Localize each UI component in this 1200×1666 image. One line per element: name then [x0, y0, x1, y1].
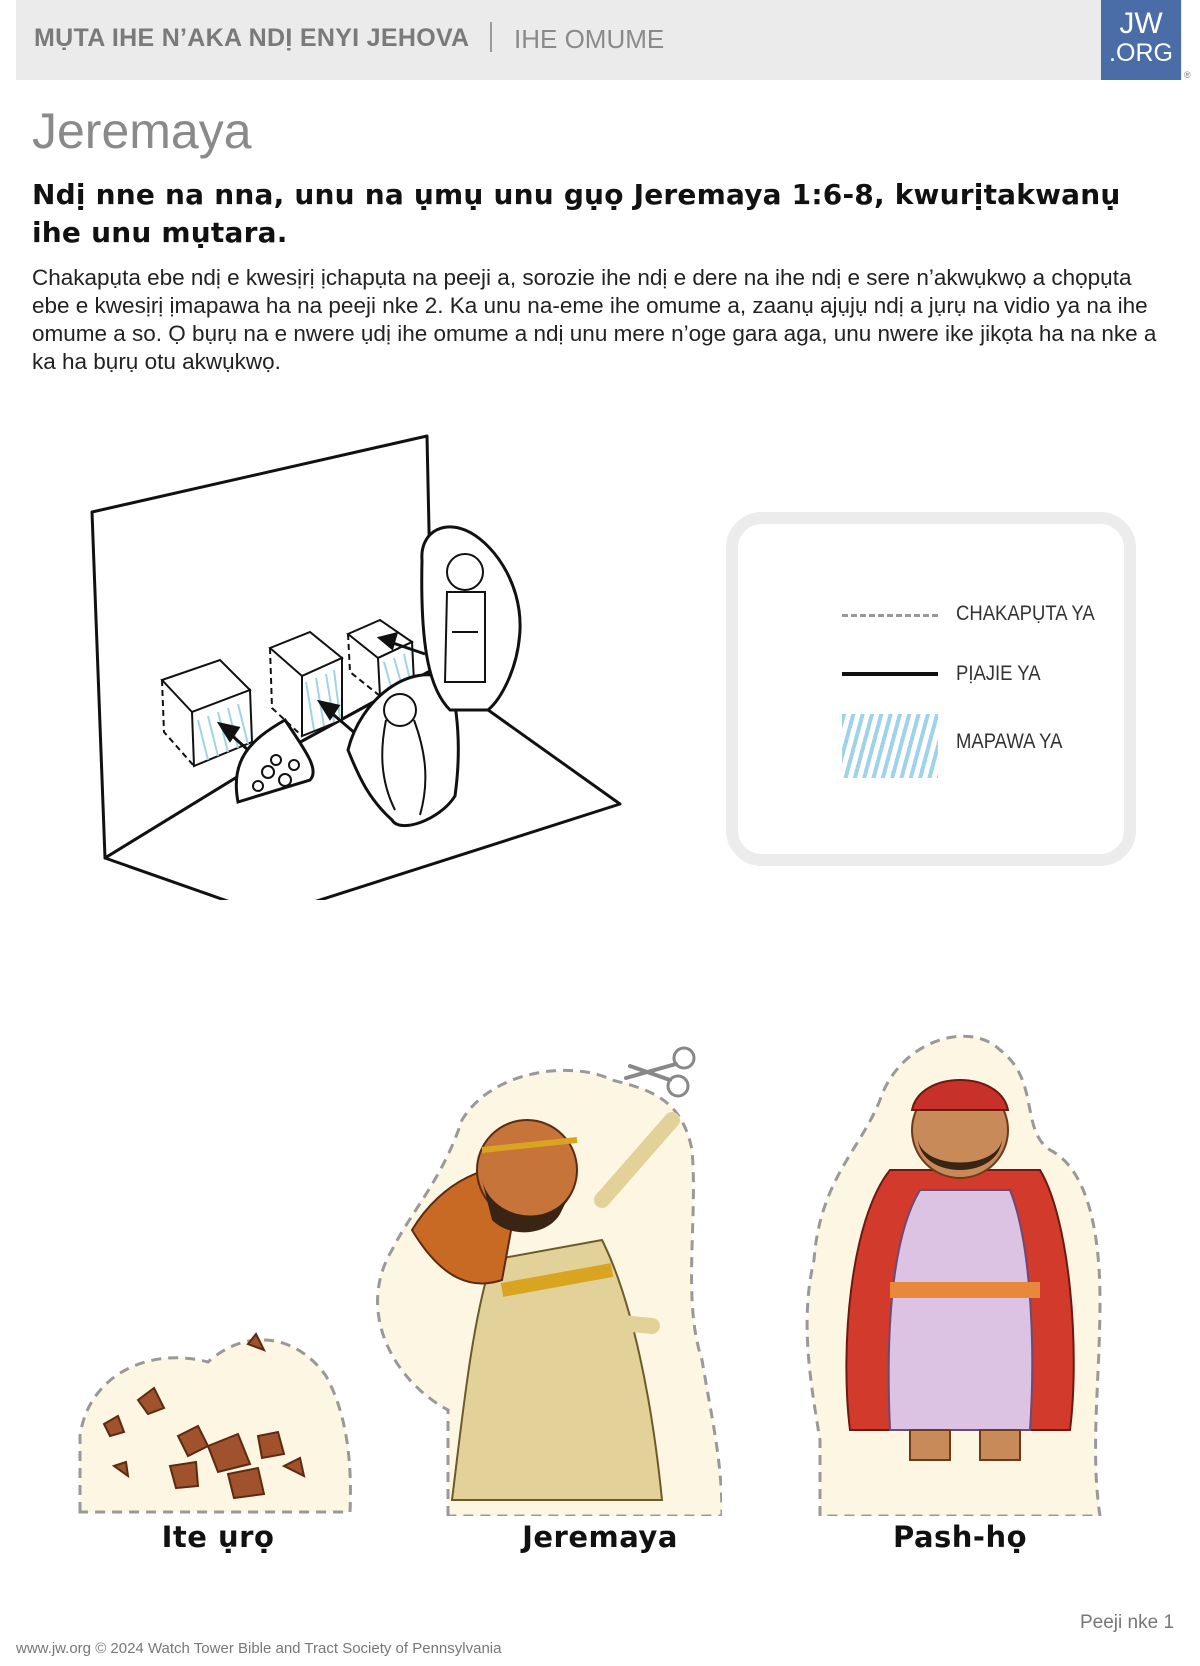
copyright-footer: www.jw.org © 2024 Watch Tower Bible and Tract Society of Pennsylvania — [16, 1640, 502, 1657]
stones-cutout — [78, 1316, 354, 1516]
cut-line-swatch — [842, 614, 938, 617]
assembly-diagram-illustration — [80, 420, 640, 900]
page-title: Jeremaya — [32, 103, 252, 159]
page-number: Peeji nke 1 — [1080, 1612, 1175, 1633]
jeremiah-cutout — [352, 1060, 722, 1516]
jeremiah-caption: Jeremaya — [522, 1520, 678, 1554]
legend-cut-label: CHAKAPỤTA YA — [956, 602, 1095, 625]
legend-glue-label: MAPAWA YA — [956, 730, 1063, 753]
header-separator — [490, 22, 492, 52]
body-instructions: Chakapụta ebe ndị e kwesịrị ịchapụta na peeji a, sorozie ihe ndị e dere na ihe ndị e sere n’akwụkwọ a chọpụta ebe e kwesịrị ịmapawa ha na peeji nke 2. Ka unu na-eme ihe omume a, zaanụ ajụjụ ndị a jụrụ na vidio ya na ihe omume a so. Ọ bụrụ na e nwere ụdị ihe omume a ndị unu mere n’oge gara aga, unu nwere ike jikọta ha na nke a ka ha bụrụ otu akwụkwọ. — [32, 265, 1157, 374]
glue-area-swatch — [842, 714, 938, 778]
stones-caption: Ite ụrọ — [161, 1520, 275, 1554]
pashhur-cutout — [800, 1020, 1120, 1516]
pashhur-caption: Pash-họ — [892, 1520, 1028, 1554]
registered-mark: ® — [1184, 70, 1191, 80]
legend-fold-label: PỊAJIE YA — [956, 662, 1041, 685]
lead-instruction: Ndị nne na nna, unu na ụmụ unu gụọ Jeremaya 1:6-8, kwurịtakwanụ ihe unu mụtara. — [32, 178, 1121, 249]
jw-org-logo[interactable] — [1101, 0, 1181, 80]
logo-line-1: JW — [1119, 7, 1163, 40]
legend-box — [726, 512, 1136, 866]
section-label: IHE OMUME — [514, 24, 665, 54]
fold-line-swatch — [842, 672, 938, 676]
series-title: MỤTA IHE N’AKA NDỊ ENYI JEHOVA — [34, 24, 470, 52]
logo-line-2: .ORG — [1109, 39, 1173, 67]
